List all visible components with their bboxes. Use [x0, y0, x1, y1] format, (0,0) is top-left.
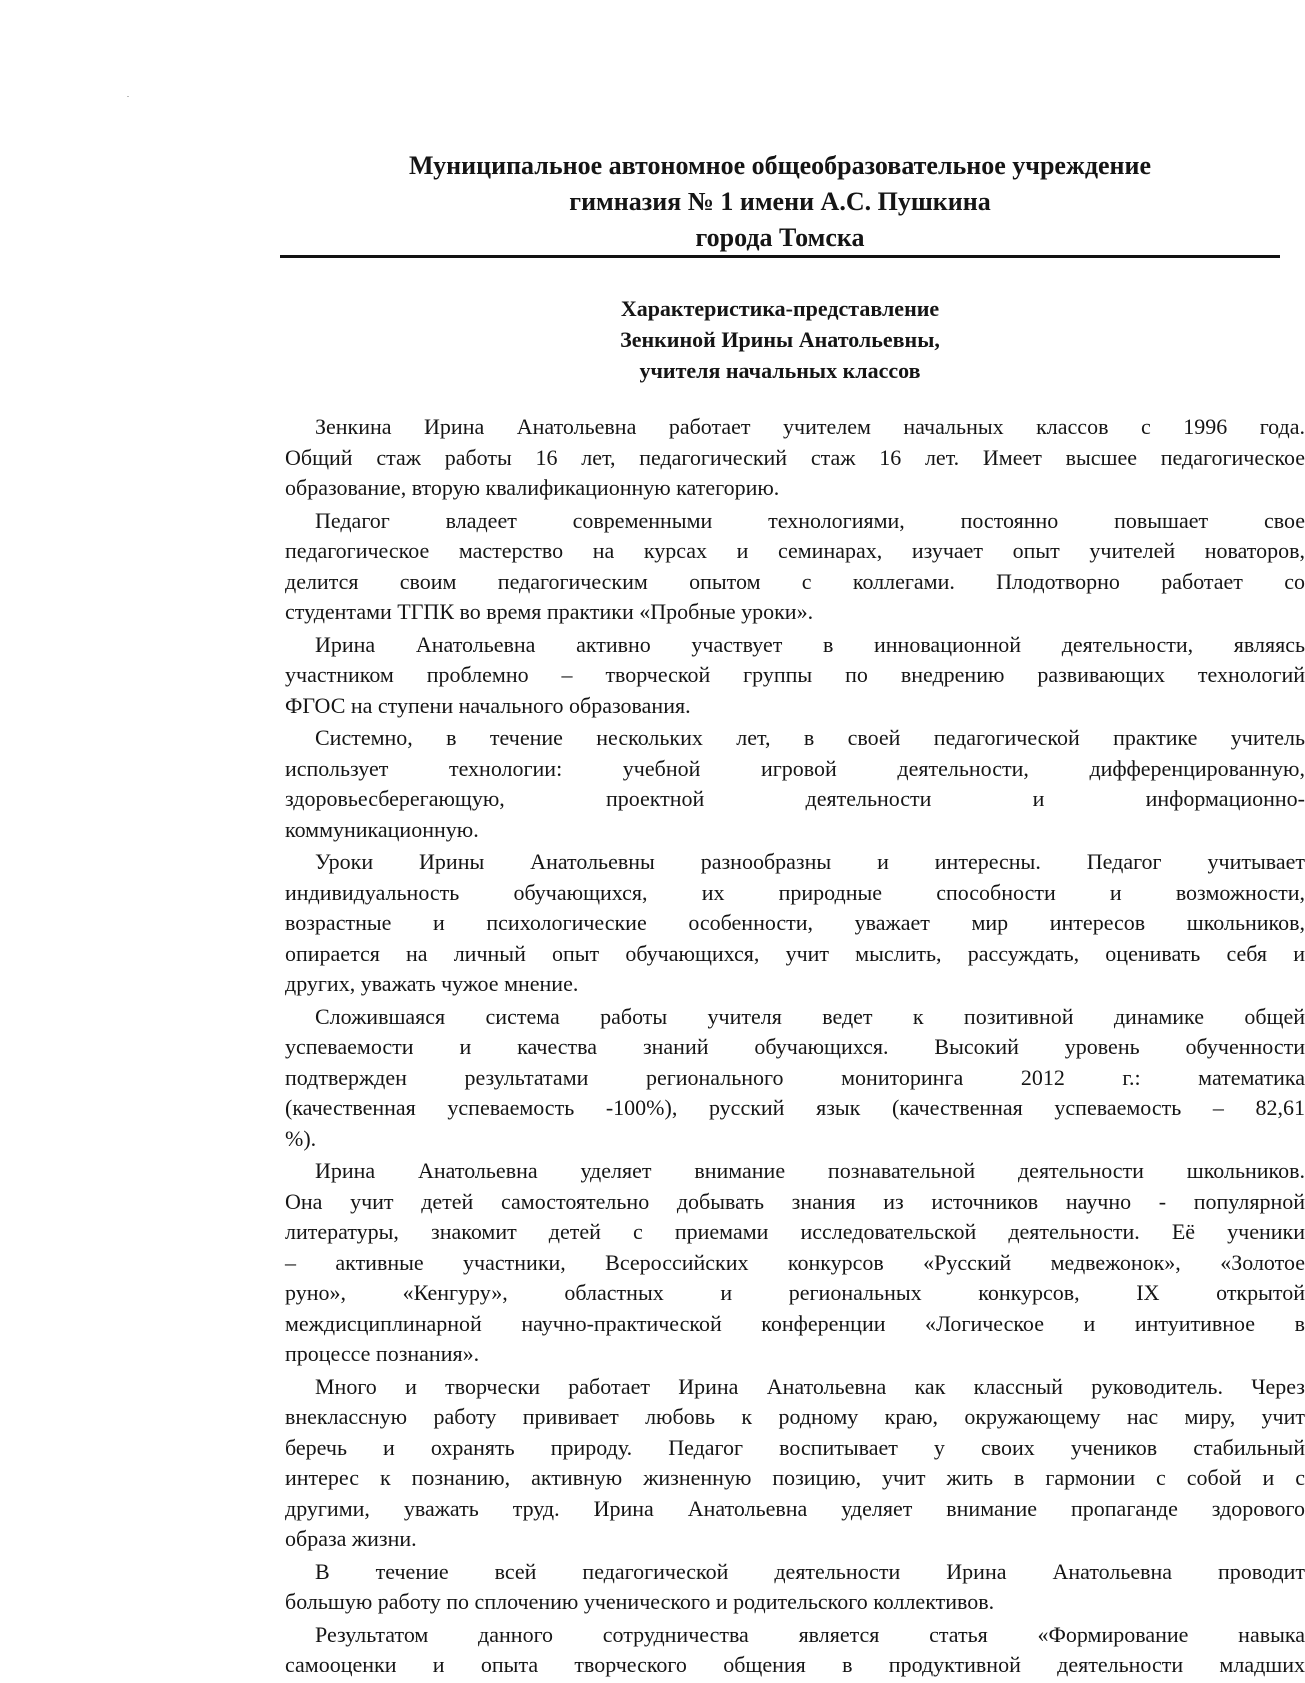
paragraph: [285, 723, 1305, 845]
text-line: возрастные и психологические особенности, уважает мир интересов школьников,: [285, 910, 1305, 935]
text-line: ФГОС на ступени начального образования.: [285, 692, 691, 718]
text-line: здоровьесберегающую, проектной деятельности и информационно-: [285, 786, 1305, 811]
text-line: беречь и охранять природу. Педагог воспитывает у своих учеников стабильный: [285, 1434, 1305, 1460]
text-line: Общий стаж работы 16 лет, педагогический стаж 16 лет. Имеет высшее педагогическое: [285, 444, 1305, 470]
paragraph: [285, 1557, 1305, 1618]
text-line: Много и творчески работает Ирина Анатольевна как классный руководитель. Через: [315, 1373, 1305, 1399]
scan-speck: [127, 96, 129, 97]
title-line: Характеристика-представление: [620, 296, 940, 321]
text-line: Сложившаяся система работы учителя ведет к позитивной динамике общей: [315, 1003, 1305, 1029]
paragraph: [285, 847, 1305, 1000]
text-line: делится своим педагогическим опытом с коллегами. Плодотворно работает со: [285, 568, 1305, 594]
paragraph: [285, 630, 1305, 722]
text-line: %).: [285, 1125, 317, 1151]
title-line: Зенкиной Ирины Анатольевны,: [620, 327, 940, 352]
text-line: Ирина Анатольевна уделяет внимание познавательной деятельности школьников.: [315, 1158, 1305, 1183]
text-line: образа жизни.: [285, 1526, 417, 1551]
text-line: междисциплинарной научно-практической конференции «Логическое и интуитивное в: [285, 1310, 1305, 1336]
text-line: литературы, знакомит детей с приемами исследовательской деятельности. Её ученики: [285, 1219, 1305, 1244]
text-line: Уроки Ирины Анатольевны разнообразны и интересны. Педагог учитывает: [315, 849, 1305, 874]
paragraph: [285, 412, 1305, 504]
text-line: – активные участники, Всероссийских конкурсов «Русский медвежонок», «Золотое: [285, 1249, 1305, 1275]
text-line: Она учит детей самостоятельно добывать знания из источников научно - популярной: [285, 1188, 1305, 1214]
text-line: коммуникационную.: [285, 816, 479, 842]
paragraph: [285, 1620, 1305, 1681]
institution-header: [280, 148, 1280, 256]
text-line: педагогическое мастерство на курсах и семинарах, изучает опыт учителей новаторов,: [285, 538, 1305, 563]
text-line: самооценки и опыта творческого общения в продуктивной деятельности младших: [285, 1652, 1305, 1677]
text-line: (качественная успеваемость -100%), русский язык (качественная успеваемость – 82,61: [285, 1095, 1305, 1120]
text-line: опирается на личный опыт обучающихся, учит мыслить, рассуждать, оценивать себя и: [285, 940, 1305, 966]
text-line: Результатом данного сотрудничества является статья «Формирование навыка: [315, 1621, 1305, 1647]
text-line: других, уважать чужое мнение.: [285, 971, 579, 996]
text-line: Ирина Анатольевна активно участвует в инновационной деятельности, являясь: [315, 631, 1305, 657]
text-line: процессе познания».: [285, 1341, 480, 1366]
text-line: В течение всей педагогической деятельности Ирина Анатольевна проводит: [315, 1558, 1305, 1584]
text-line: участником проблемно – творческой группы по внедрению развивающих технологий: [285, 662, 1305, 687]
text-line: интерес к познанию, активную жизненную позицию, учит жить в гармонии с собой и с: [285, 1465, 1305, 1490]
text-line: руно», «Кенгуру», областных и региональных конкурсов, IX открытой: [285, 1280, 1305, 1305]
paragraph: [285, 1372, 1305, 1555]
text-line: внеклассную работу прививает любовь к родному краю, окружающему нас миру, учит: [285, 1404, 1305, 1429]
text-line: успеваемости и качества знаний обучающихся. Высокий уровень обученности: [285, 1034, 1305, 1059]
text-line: индивидуальность обучающихся, их природные способности и возможности,: [285, 879, 1305, 905]
header-line: гимназия № 1 имени А.С. Пушкина: [569, 187, 991, 216]
text-line: образование, вторую квалификационную категорию.: [285, 475, 780, 500]
header-divider: [280, 255, 1280, 258]
paragraph: [285, 1156, 1305, 1370]
text-line: Зенкина Ирина Анатольевна работает учителем начальных классов с 1996 года.: [315, 414, 1305, 439]
document-title: [280, 293, 1280, 386]
paragraph: [285, 1002, 1305, 1155]
text-line: Педагог владеет современными технологиями, постоянно повышает свое: [315, 507, 1305, 533]
document-body: [285, 412, 1305, 1683]
paragraph: [285, 506, 1305, 628]
text-line: Системно, в течение нескольких лет, в своей педагогической практике учитель: [315, 725, 1305, 750]
text-line: большую работу по сплочению ученического и родительского коллективов.: [285, 1589, 995, 1614]
header-line: города Томска: [695, 223, 865, 252]
header-line: Муниципальное автономное общеобразовательное учреждение: [408, 151, 1152, 180]
text-line: использует технологии: учебной игровой деятельности, дифференцированную,: [285, 755, 1305, 781]
text-line: другими, уважать труд. Ирина Анатольевна уделяет внимание пропаганде здорового: [285, 1495, 1305, 1521]
title-line: учителя начальных классов: [639, 358, 921, 383]
text-line: студентами ТГПК во время практики «Пробные уроки».: [285, 599, 814, 624]
text-line: подтвержден результатами регионального мониторинга 2012 г.: математика: [285, 1064, 1305, 1090]
